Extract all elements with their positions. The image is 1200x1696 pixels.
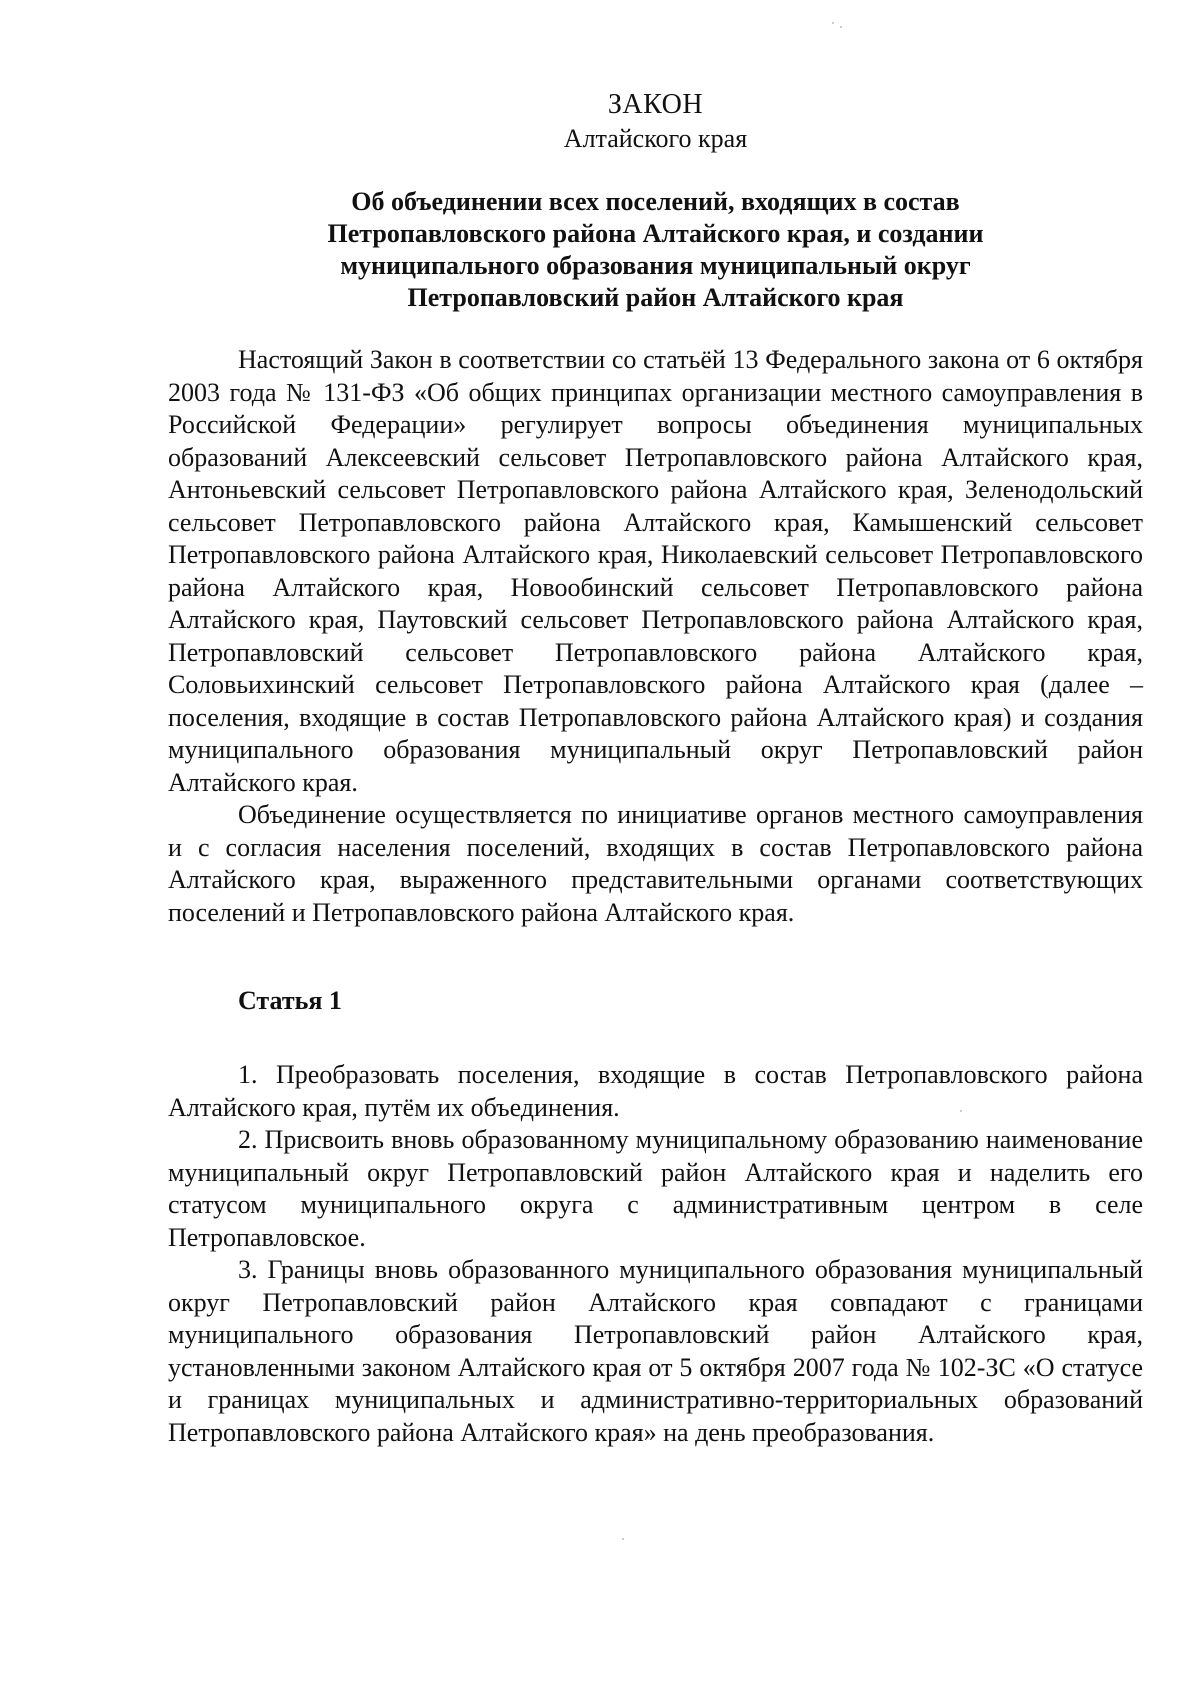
preamble-paragraph: Настоящий Закон в соответствии со статьёй 13 Федерального закона от 6 октября 2003 года № 131-ФЗ «Об общих принципах организации местного самоуправления в Российской Федерации» регулирует вопросы объединения муниципальных образований Алексеевский сельсовет Петропавловского района Алтайского края, Антоньевский сельсовет Петропавловского района Алтайского края, Зеленодольский сельсовет Петропавловского района Алтайского края, Камышенский сельсовет Петропавловского района Алтайского края, Николаевский сельсовет Петропавловского района Алтайского края, Новообинский сельсовет Петропавловского района Алтайского края, Паутовский сельсовет Петропавловского района Алтайского края, Петропавловский сельсовет Петропавловского района Алтайского края, Соловьихинский сельсовет Петропавловского района Алтайского края (далее – поселения, входящие в состав Петропавловского района Алтайского края) и создания муниципального образования муниципальный округ Петропавловский район Алтайского края. xyxy=(168,345,1143,797)
law-title: ЗАКОН xyxy=(607,89,704,120)
law-subtitle: Алтайского края xyxy=(563,124,748,153)
document-body xyxy=(168,88,1143,1449)
law-heading-line: Об объединении всех поселений, входящих в состав xyxy=(351,187,960,216)
law-heading-line: Петропавловский район Алтайского края xyxy=(407,283,904,312)
article-item: 2. Присвоить вновь образованному муниципальному образованию наименование муниципальный округ Петропавловский район Алтайского края и наделить его статусом муниципального округа с административным центром в селе Петропавловское. xyxy=(168,1125,1143,1252)
article-item: 1. Преобразовать поселения, входящие в состав Петропавловского района Алтайского края, путём их объединения. xyxy=(168,1060,1143,1122)
scan-speck xyxy=(622,1538,624,1540)
law-heading-line: муниципального образования муниципальный округ xyxy=(340,251,971,280)
scan-speck xyxy=(840,26,842,28)
scan-speck xyxy=(832,22,834,24)
law-heading-line: Петропавловского района Алтайского края, и создании xyxy=(327,219,984,248)
article-item: 3. Границы вновь образованного муниципального образования муниципальный округ Петропавловский район Алтайского края совпадают с границами муниципального образования Петропавловский район Алтайского края, установленными законом Алтайского края от 5 октября 2007 года № 102-ЗС «О статусе и границах муниципальных и административно-территориальных образований Петропавловского района Алтайского края» на день преобразования. xyxy=(168,1255,1143,1447)
article-title: Статья 1 xyxy=(238,986,342,1015)
preamble-paragraph: Объединение осуществляется по инициативе органов местного самоуправления и с согласия населения поселений, входящих в состав Петропавловского района Алтайского края, выраженного представительными органами соответствующих поселений и Петропавловского района Алтайского края. xyxy=(168,800,1143,927)
law-heading xyxy=(168,186,1143,314)
